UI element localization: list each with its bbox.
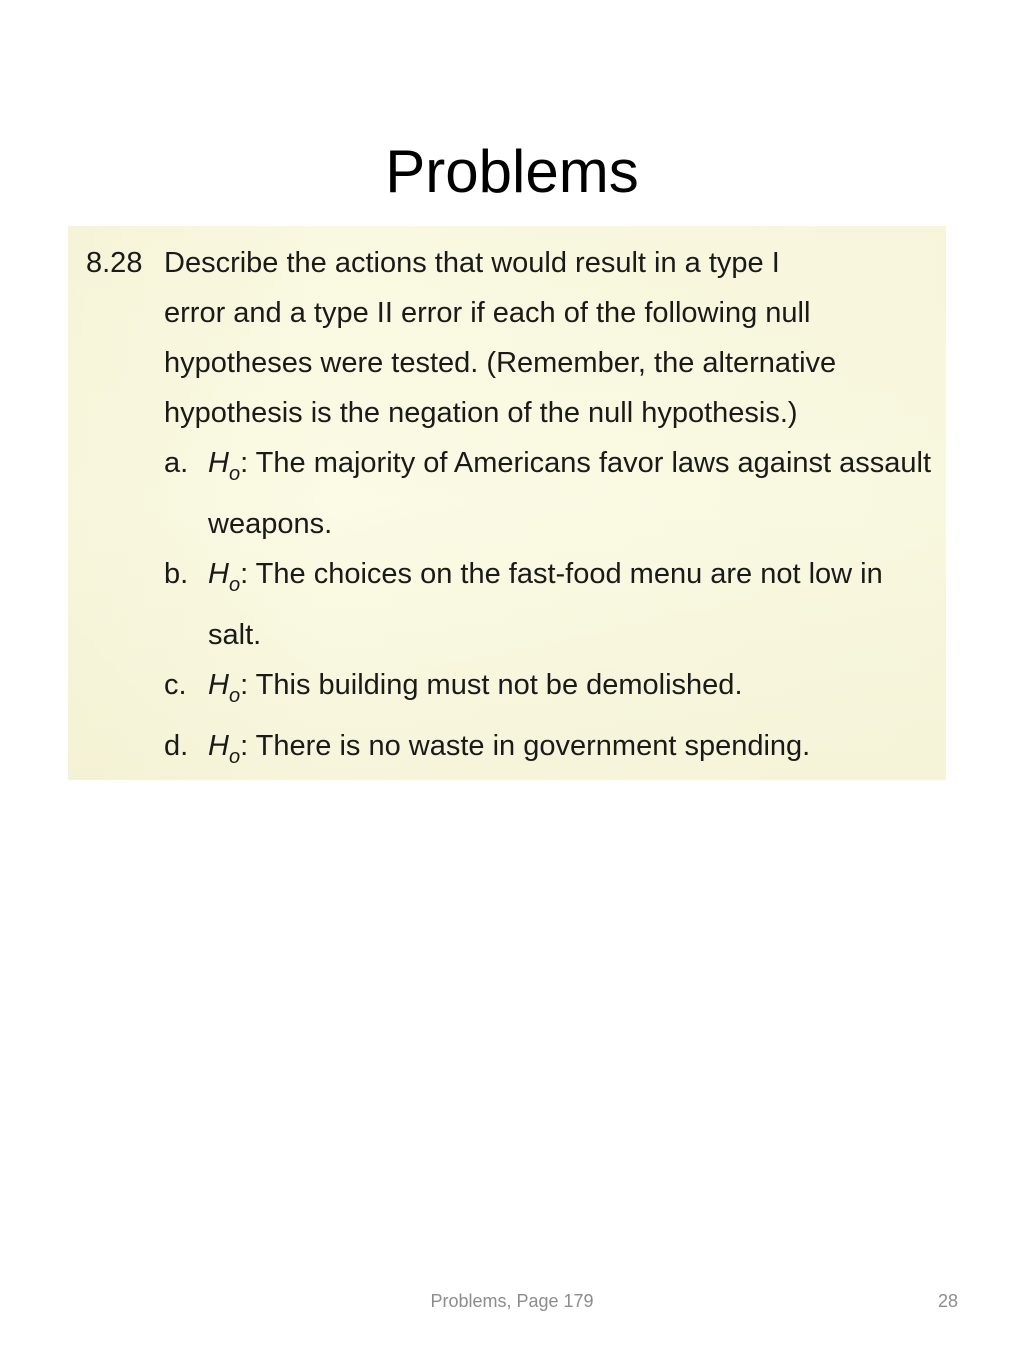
part-letter: a. bbox=[164, 447, 189, 479]
slide-number: 28 bbox=[937, 1291, 958, 1311]
intro-line: hypotheses were tested. (Remember, the alternative bbox=[164, 347, 837, 379]
problem-number: 8.28 bbox=[86, 247, 143, 279]
problem-part-c bbox=[164, 660, 934, 721]
intro-line: hypothesis is the negation of the null hypothesis.) bbox=[164, 397, 798, 429]
null-hypothesis-symbol: $H_o$ bbox=[208, 730, 241, 768]
slide-title: Problems bbox=[385, 138, 639, 205]
part-letter: b. bbox=[164, 558, 189, 590]
intro-line: error and a type II error if each of the following null bbox=[164, 297, 811, 329]
slide-footer: Problems, Page 179 bbox=[430, 1291, 594, 1311]
part-text: : The majority of Americans favor laws against assault weapons. bbox=[208, 447, 932, 540]
part-text: : The choices on the fast-food menu are not low in salt. bbox=[208, 558, 883, 651]
scanned-problem-image bbox=[68, 226, 946, 780]
null-hypothesis-symbol: $H_o$ bbox=[208, 558, 241, 596]
null-hypothesis-symbol: $H_o$ bbox=[208, 669, 241, 707]
problem-intro bbox=[164, 238, 924, 438]
part-letter: d. bbox=[164, 730, 189, 762]
problem-part-b bbox=[164, 549, 934, 660]
part-text: : This building must not be demolished. bbox=[240, 669, 743, 701]
problem-part-d bbox=[164, 721, 934, 782]
problem-parts bbox=[164, 438, 934, 782]
intro-line: Describe the actions that would result in a type I bbox=[164, 247, 780, 279]
part-letter: c. bbox=[164, 669, 187, 701]
null-hypothesis-symbol: $H_o$ bbox=[208, 447, 241, 485]
problem-part-a bbox=[164, 438, 934, 549]
part-text: : There is no waste in government spending. bbox=[240, 730, 811, 762]
